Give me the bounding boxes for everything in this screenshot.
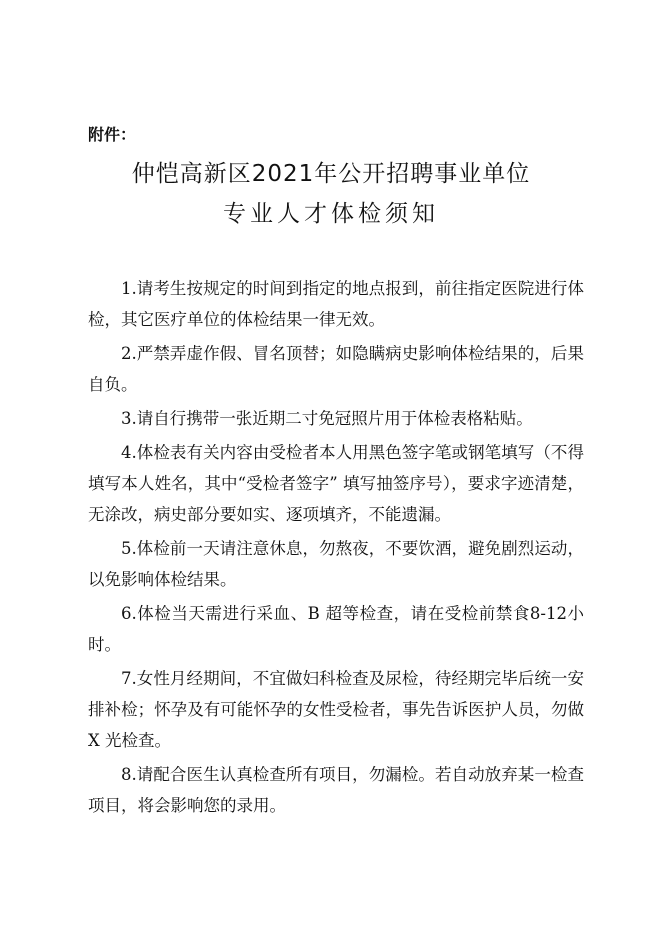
notice-item-4: 4.体检表有关内容由受检者本人用黑色签字笔或钢笔填写（不得填写本人姓名，其中“受检者签字” 填写抽签序号），要求字迹清楚，无涂改，病史部分要如实、逐项填齐，不能遗漏。 <box>88 443 584 524</box>
document-title-line-2: 专业人才体检须知 <box>223 201 439 227</box>
notice-item-8: 8.请配合医生认真检查所有项目，勿漏检。若自动放弃某一检查项目，将会影响您的录用。 <box>88 765 584 815</box>
notice-item-3: 3.请自行携带一张近期二寸免冠照片用于体检表格粘贴。 <box>121 409 533 428</box>
notice-item-2: 2.严禁弄虚作假、冒名顶替；如隐瞒病史影响体检结果的，后果自负。 <box>88 344 584 394</box>
document-title-line-1: 仲恺高新区2021年公开招聘事业单位 <box>131 161 531 187</box>
notice-body <box>88 273 584 824</box>
notice-item-6: 6.体检当天需进行采血、B 超等检查，请在受检前禁食8-12小时。 <box>88 604 584 654</box>
notice-item-5: 5.体检前一天请注意休息，勿熬夜，不要饮酒，避免剧烈运动，以免影响体检结果。 <box>88 539 584 589</box>
notice-item-7: 7.女性月经期间，不宜做妇科检查及尿检，待经期完毕后统一安排补检；怀孕及有可能怀孕的女性受检者，事先告诉医护人员，勿做 X 光检查。 <box>88 669 584 750</box>
attachment-label: 附件： <box>88 125 137 144</box>
notice-item-1: 1.请考生按规定的时间到指定的地点报到，前往指定医院进行体检，其它医疗单位的体检结果一律无效。 <box>88 279 584 329</box>
